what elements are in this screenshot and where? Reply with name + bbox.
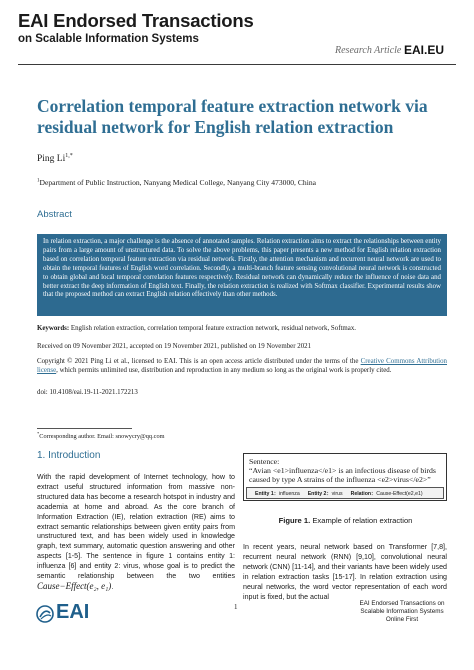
- journal-title: EAI Endorsed Transactions: [18, 10, 254, 31]
- affiliation: [37, 178, 316, 187]
- keywords: [37, 324, 447, 333]
- footer-journal-line-3: Online First: [385, 616, 419, 624]
- figure-sentence-label: Sentence:: [249, 457, 280, 466]
- author: [37, 153, 73, 164]
- author-name: Ping Li: [37, 154, 66, 165]
- relation-value: Cause-Effect(e2,e1): [376, 490, 423, 497]
- relation: [351, 490, 423, 497]
- copyright: [37, 357, 447, 375]
- entity-1-value: influenza: [278, 490, 300, 497]
- eai-header-logo: EAI.EU: [404, 43, 445, 57]
- abstract-text: In relation extraction, a major challenge is the absence of annotated samples. Relation extraction aims to extract the relationships between entity pairs from a large amount of unstructured data. To solve the above problems, this paper presents a new method for English relation extraction based on correlation temporal feature extraction via residual network. Firstly, the attention mechanism and recurrent neural network are used to obtain the temporal features of English word correlation. Secondly, a multi-branch feature sensing convolutional neural network is constructed to obtain global and local temporal correlation features respectively. Residual network can dynamically reduce the influence of noise data and better extract the deep information of English text. Finally, the relation extraction is realized with Softmax classifier. Experimental results show that the proposed method can extract English relation effectively than other methods.: [43, 238, 441, 299]
- introduction-text: With the rapid development of Internet technology, how to extract useful structured information from massive non-structured data has become a research hotspot in industry and academia at home and abroad. As the core branch of Information Extraction (IE), relation extraction (RE) aims to extract semantic relationships between given entity pairs from unstructured text, and has been widely used in knowledge graph, text summary, automatic question answering and other aspects [1-5]. The sentence in figure 1 contains entity 1: influenza [6] and entity 2: virus, whose goal is to predict the semantic relationship between the two entities: [37, 473, 235, 581]
- keywords-text: English relation extraction, correlation temporal feature extraction network, residual network, Softmax.: [70, 325, 356, 332]
- figure-sentence-line-2: caused by type A strains of the influenza <e2>virus</e2>”: [249, 475, 431, 484]
- entity-2-value: virus: [331, 490, 343, 497]
- introduction-paragraph: [37, 473, 235, 593]
- figure-1: [243, 453, 447, 501]
- entity-1-label: Entity 1：: [255, 490, 279, 497]
- journal-subtitle: on Scalable Information Systems: [18, 33, 199, 45]
- entity-1: [255, 490, 300, 497]
- affiliation-text: Department of Public Instruction, Nanyang Medical College, Nanyang City 473000, China: [39, 178, 316, 187]
- abstract-heading: Abstract: [37, 209, 72, 220]
- figure-caption-label: Figure 1.: [278, 516, 311, 525]
- section-heading-introduction: 1. Introduction: [37, 450, 101, 461]
- footer-journal-line-1: EAI Endorsed Transactions on: [359, 600, 445, 607]
- footer-journal: [352, 600, 452, 625]
- header-divider: [18, 64, 456, 65]
- doi: doi: 10.4108/eai.19-11-2021.172213: [37, 389, 138, 396]
- relation-formula: Cause−Effect(e₂, e₁): [37, 580, 112, 591]
- footnote-text: Corresponding author. Email: snowycry@qq.com: [39, 433, 165, 441]
- copyright-text-post: , which permits unlimited use, distribution and reproduction in any medium so long as the original work is properly cited.: [56, 367, 392, 374]
- footnote: [37, 431, 165, 440]
- page-number: 1: [234, 603, 238, 611]
- footnote-marker: *: [37, 431, 40, 436]
- eai-footer-logo: [36, 601, 106, 625]
- affiliation-superscript: 1: [37, 178, 40, 184]
- received-dates: Received on 09 November 2021, accepted on 19 November 2021, published on 19 November 2021: [37, 343, 312, 350]
- footer-journal-line-2: Scalable Information Systems: [360, 608, 444, 616]
- relation-label: Relation：: [350, 490, 377, 497]
- figure-caption-text: Example of relation extraction: [312, 516, 413, 525]
- abstract-box: [37, 234, 447, 316]
- entity-2-label: Entity 2：: [307, 490, 332, 497]
- copyright-text-pre: Copyright © 2021 Ping Li et al., licensed to EAI. This is an open access article distributed under the terms of the: [37, 358, 361, 365]
- figure-entity-bar: [246, 487, 444, 499]
- license-link[interactable]: Creative Commons Attribution license: [37, 358, 447, 374]
- figure-sentence-line-1: “Avian <e1>influenza</e1> is an infectious disease of birds: [249, 466, 436, 475]
- paper-title: Correlation temporal feature extraction network via residual network for English relation extraction: [37, 96, 428, 137]
- right-column-paragraph: In recent years, neural network based on Transformer [7,8], recurrent neural network (RNN) [9,10], convolutional neural network (CNN) [11-14], and their variants have been widely used in relation extraction tasks [15-17]. In relation extraction using neural networks, the word vector representation of each word input is fixed, but the actual: [243, 543, 447, 601]
- keywords-label: Keywords:: [37, 325, 70, 332]
- figure-1-caption: [253, 516, 438, 525]
- entity-2: [308, 490, 343, 497]
- footnote-divider: [37, 428, 132, 429]
- author-superscript: 1,*: [65, 153, 73, 159]
- eai-swirl-icon: [36, 605, 54, 623]
- eai-footer-logo-text: EAI: [56, 601, 90, 623]
- article-type: Research Article: [335, 45, 402, 56]
- introduction-end: .: [111, 582, 114, 591]
